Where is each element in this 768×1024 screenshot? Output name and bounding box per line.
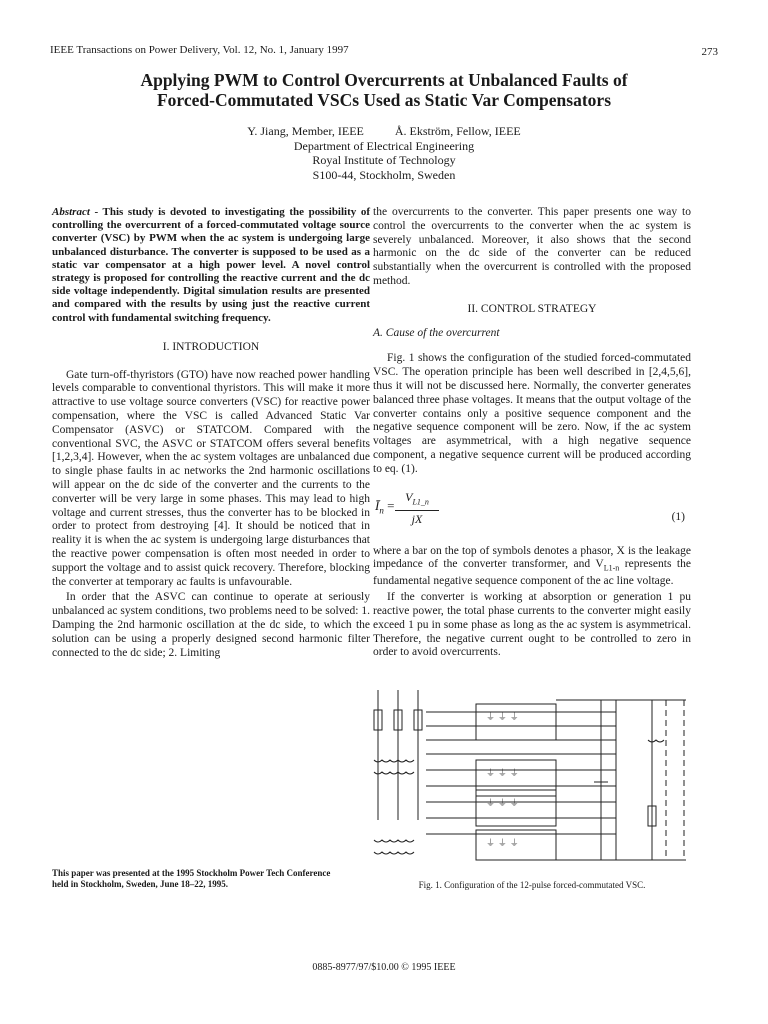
- valve-symbol-row-1: ⏚ ⏚ ⏚: [486, 713, 519, 723]
- valve-symbol-row-2: ⏚ ⏚ ⏚: [486, 769, 519, 779]
- author-2: Å. Ekström, Fellow, IEEE: [394, 124, 521, 138]
- equation-numerator: $V_{L1\_n}$: [395, 491, 439, 511]
- right-column: [373, 206, 691, 662]
- equation-fraction: [395, 491, 439, 527]
- title-line-1: Applying PWM to Control Overcurrents at Unbalanced Faults of: [140, 70, 628, 90]
- abstract-text: - This study is devoted to investigating the possibility of controlling the overcurrent of a forced-commutated voltage source converter (VSC) by PWM when the ac system is undergoing large unbalanced disturbance. The converter is supposed to be used as a static var compensator at a high power level. A novel control strategy is proposed for controlling the reactive current and the dc side voltage independently. Digital simulation results are presented and compared with the results by using just the reactive current control with fundamental switching frequency.: [52, 206, 370, 324]
- abstract: [52, 206, 370, 325]
- body-paragraph-phasor: where a bar on the top of symbols denotes a phasor, X is the leakage impedance of the converter transformer, and $V_{L1-n}$ represents the fundamental negative sequence component of the ac line voltage.: [373, 544, 691, 588]
- left-column: [52, 206, 370, 662]
- paper-title: [50, 70, 718, 110]
- author-1: Y. Jiang, Member, IEEE: [247, 124, 364, 138]
- subsection-heading-cause: A. Cause of the overcurrent: [373, 326, 500, 339]
- equation-lhs: $Ī_n$ =: [375, 497, 395, 516]
- equation-1: [373, 489, 691, 537]
- footnote: This paper was presented at the 1995 Stockholm Power Tech Conference held in Stockholm, Sweden, June 18–22, 1995.: [52, 868, 331, 889]
- equation-denominator: jX: [411, 511, 423, 526]
- author-block: [50, 124, 718, 182]
- journal-citation: IEEE Transactions on Power Delivery, Vol. 12, No. 1, January 1997: [50, 44, 349, 56]
- author-address: S100-44, Stockholm, Sweden: [312, 167, 456, 182]
- title-line-2: Forced-Commutated VSCs Used as Static Var Compensators: [156, 90, 612, 110]
- page-number: 273: [701, 46, 718, 58]
- figure-caption: Fig. 1. Configuration of the 12-pulse forced-commutated VSC.: [418, 880, 646, 890]
- body-paragraph-fig1: Fig. 1 shows the configuration of the studied forced-commutated VSC. The operation principle has been well described in [2,4,5,6], thus it will not be discussed here. Normally, the converter generates balanced three phase voltages. It means that the output voltage of the converter contains only a positive sequence component and the negative sequence component will be zero. Now, if the ac system voltages are asymmetrical, with a high negative sequence component, a negative sequence current will be produced according to eq. (1).: [373, 352, 691, 475]
- section-heading-introduction: I. INTRODUCTION: [162, 340, 260, 353]
- abstract-lead: Abstract: [52, 206, 90, 218]
- valve-symbol-row-3: ⏚ ⏚ ⏚: [486, 799, 519, 809]
- copyright-footer: 0885-8977/97/$10.00 © 1995 IEEE: [312, 962, 456, 973]
- author-names: [50, 124, 718, 139]
- intro-paragraph-1: Gate turn-off-thyristors (GTO) have now reached power handling levels comparable to conventional thyristors. This will make it more attractive to use voltage source converters (VSC) for reactive power compensation, where the VSC is called Advanced Static Var Compensator (ASVC) or STATCOM. Compared with the conventional SVC, the ASVC or STATCOM offers several benefits [1,2,3,4]. However, when the ac system voltages are unbalanced due to single phase faults in ac networks the 2nd harmonic oscillations will appear on the dc side of the converter and the currents to the converter will be very large in some phases. This may lead to high voltage and current stresses, thus the converter has to be blocked in order to protect from destroying [4]. It should be noticed that in reality it is when the ac system is undergoing large disturbances that the reactive power compensation is often most needed in order to support the voltage and to assist quick recovery. Therefore, blocking the converter at temporary ac faults is unfavourable.: [52, 368, 370, 588]
- converter-circuit-diagram: [366, 690, 696, 870]
- author-institute: Royal Institute of Technology: [312, 153, 456, 167]
- valve-symbol-row-4: ⏚ ⏚ ⏚: [486, 839, 519, 849]
- intro-paragraph-2: In order that the ASVC can continue to operate at seriously unbalanced ac system conditions, two problems need to be solved: 1. Damping the 2nd harmonic oscillation at the dc side, to which the solution can be using a properly designed second harmonic filter connected to the dc side; 2. Limiting: [52, 591, 370, 659]
- body-paragraph-continued: the overcurrents to the converter. This paper presents one way to control the overcurrents to the converter when the ac system is severely unbalanced. Moreover, it also shows that the second harmonic on the dc side of the converter can be reduced substantially when the overcurrent is controlled with the proposed method.: [373, 206, 691, 287]
- section-heading-control-strategy: II. CONTROL STRATEGY: [467, 302, 597, 315]
- body-paragraph-overcurrent: If the converter is working at absorption or generation 1 pu reactive power, the total phase currents to the converter might easily exceed 1 pu in some phase as long as the ac system is asymmetrical. Therefore, the negative current ought to be controlled to zero in order to avoid overcurrents.: [373, 591, 691, 659]
- author-department: Department of Electrical Engineering: [293, 138, 475, 153]
- equation-number: (1): [671, 510, 685, 523]
